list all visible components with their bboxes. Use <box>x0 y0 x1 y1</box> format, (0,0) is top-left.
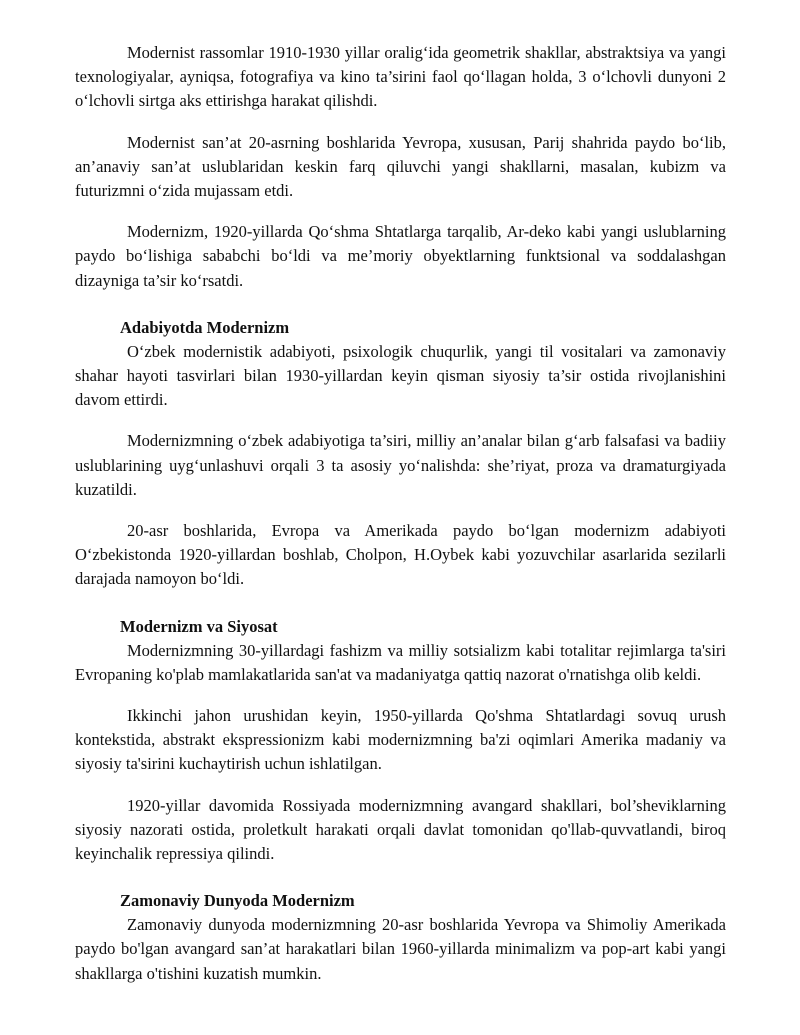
paragraph-politics-1: Modernizmning 30-yillardagi fashizm va milliy sotsializm kabi totalitar rejimlarga ta'siri Evropaning ko'plab mamlakatlarida san'at va madaniyatga qattiq nazorat o'rnatishga olib keldi. <box>75 640 726 684</box>
section-literature <box>75 316 726 592</box>
document-page <box>75 41 726 986</box>
section-heading-politics: Modernizm va Siyosat <box>120 616 278 636</box>
paragraph-intro-1: Modernist rassomlar 1910-1930 yillar oralig‘ida geometrik shakllar, abstraktsiya va yangi texnologiyalar, ayniqsa, fotografiya va kino ta’sirini faol qo‘llagan holda, 3 o‘lchovli dunyoni 2 o‘lchovli sirtga aks ettirishga harakat qilishdi. <box>75 43 726 111</box>
section-politics <box>75 615 726 867</box>
section-heading-literature: Adabiyotda Modernizm <box>120 317 290 337</box>
paragraph-literature-3: 20-asr boshlarida, Evropa va Amerikada paydo bo‘lgan modernizm adabiyoti O‘zbekistonda 1920-yillardan boshlab, Cholpon, H.Oybek kabi yozuvchilar asarlarida sezilarli darajada namoyon bo‘ldi. <box>75 521 726 589</box>
paragraph-intro-2: Modernist san’at 20-asrning boshlarida Yevropa, xususan, Parij shahrida paydo bo‘lib, an’anaviy san’at uslublaridan keskin farq qiluvchi yangi shakllarni, masalan, kubizm va futurizmni o‘zida mujassam etdi. <box>75 132 726 201</box>
paragraph-politics-3: 1920-yillar davomida Rossiyada modernizmning avangard shakllari, bol’sheviklarning siyosiy nazorati ostida, proletkult harakati orqali davlat tomonidan qo'llab-quvvatlandi, biroq keyinchalik repressiya qilindi. <box>75 795 726 864</box>
paragraph-politics-2: Ikkinchi jahon urushidan keyin, 1950-yillarda Qo'shma Shtatlardagi sovuq urush kontekstida, abstrakt ekspressionizm kabi modernizmning ba'zi oqimlari Amerika madaniy va siyosiy ta'sirini kuchaytirish uchun ishlatilgan. <box>75 706 726 774</box>
paragraph-literature-1: O‘zbek modernistik adabiyoti, psixologik chuqurlik, yangi til vositalari va zamonaviy shahar hayoti tasvirlari bilan 1930-yillardan keyin qisman siyosiy ta’sir ostida rivojlanishini davom ettirdi. <box>75 341 726 410</box>
section-heading-modern-world: Zamonaviy Dunyoda Modernizm <box>120 891 355 911</box>
paragraph-intro-3: Modernizm, 1920-yillarda Qo‘shma Shtatlarga tarqalib, Ar-deko kabi yangi uslublarning paydo bo‘lishiga sababchi bo‘ldi va me’moriy obyektlarning funktsional va soddalashgan dizayniga ta’sir ko‘rsatdi. <box>75 222 726 290</box>
section-modern-world <box>75 889 726 986</box>
paragraph-literature-2: Modernizmning o‘zbek adabiyotiga ta’siri, milliy an’analar bilan g‘arb falsafasi va badiiy uslublarining uyg‘unlashuvi orqali 3 ta asosiy yo‘nalishda: she’riyat, proza va dramaturgiyada kuzatildi. <box>75 431 726 499</box>
paragraph-modern-world-1: Zamonaviy dunyoda modernizmning 20-asr boshlarida Yevropa va Shimoliy Amerikada paydo bo'lgan avangard san’at harakatlari bilan 1960-yillarda minimalizm va pop-art kabi yangi shakllarga o'tishini kuzatish mumkin. <box>75 915 726 983</box>
